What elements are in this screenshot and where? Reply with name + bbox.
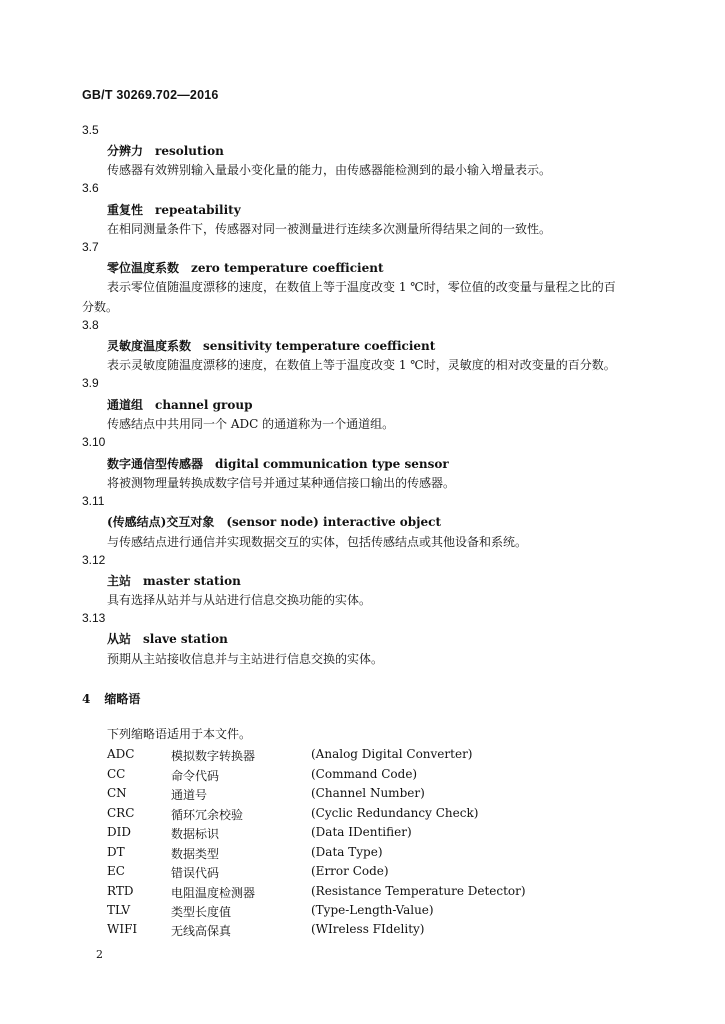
abbreviation-zh: 数据类型 [171,847,220,861]
abbreviation-zh: 数据标识 [171,827,220,841]
clause-number: 3.12 [82,553,106,567]
term-heading [107,455,449,472]
clause-number: 3.11 [82,494,105,508]
term-zh: 主站 [107,574,132,588]
term-heading [107,337,435,354]
term-zh: 通道组 [107,398,144,412]
section-heading [82,690,140,707]
abbreviation: RTD [107,884,134,898]
term-en: zero temperature coefficient [191,261,384,275]
term-heading [107,572,241,589]
term-zh: 数字通信型传感器 [107,457,204,471]
section-number: 4 [82,692,91,706]
term-heading [107,396,252,413]
abbreviation: TLV [107,903,131,917]
term-definition: 传感结点中共用同一个 ADC 的通道称为一个通道组。 [107,417,395,431]
term-definition: 在相同测量条件下，传感器对同一被测量进行连续多次测量所得结果之间的一致性。 [107,222,552,236]
term-zh: 分辨力 [107,144,144,158]
standard-number-header: GB/T 30269.702—2016 [82,88,219,102]
clause-number: 3.5 [82,123,99,137]
clause-number: 3.8 [82,318,99,332]
term-heading [107,513,441,530]
abbreviation-en: (Cyclic Redundancy Check) [311,806,479,820]
term-zh: 零位温度系数 [107,261,180,275]
abbreviation-zh: 错误代码 [171,866,220,880]
term-definition: 表示零位值随温度漂移的速度，在数值上等于温度改变 1 ℃时，零位值的改变量与量程之比的百 [107,280,616,294]
abbreviation: DT [107,845,125,859]
term-en: channel group [155,398,253,412]
abbreviation: CRC [107,806,135,820]
abbreviation-en: (WIreless FIdelity) [311,922,425,936]
term-definition: 表示灵敏度随温度漂移的速度，在数值上等于温度改变 1 ℃时，灵敏度的相对改变量的百分数。 [107,358,616,372]
term-definition-continued: 分数。 [82,300,119,314]
abbreviation-zh: 类型长度值 [171,905,232,919]
abbreviation: CN [107,786,127,800]
abbreviation: DID [107,825,131,839]
abbreviation: ADC [107,747,135,761]
clause-number: 3.10 [82,435,106,449]
term-zh: 重复性 [107,203,144,217]
abbreviation: WIFI [107,922,138,936]
term-definition: 将被测物理量转换成数字信号并通过某种通信接口输出的传感器。 [107,476,456,490]
abbreviation-en: (Resistance Temperature Detector) [311,884,526,898]
term-definition: 传感器有效辨别输入量最小变化量的能力，由传感器能检测到的最小输入增量表示。 [107,163,552,177]
abbreviation-en: (Data Type) [311,845,383,859]
page-number: 2 [96,948,103,961]
term-definition: 具有选择从站并与从站进行信息交换功能的实体。 [107,593,372,607]
abbreviation-en: (Channel Number) [311,786,425,800]
abbreviation: CC [107,767,126,781]
clause-number: 3.6 [82,181,99,195]
abbreviation-en: (Error Code) [311,864,389,878]
term-zh: 灵敏度温度系数 [107,339,192,353]
term-heading [107,259,384,276]
term-en: repeatability [155,203,241,217]
term-en: digital communication type sensor [215,457,449,471]
term-en: resolution [155,144,224,158]
term-heading [107,630,228,647]
term-en: sensitivity temperature coefficient [203,339,436,353]
abbreviation-zh: 通道号 [171,788,208,802]
term-definition: 预期从主站接收信息并与主站进行信息交换的实体。 [107,652,384,666]
term-heading [107,142,224,159]
abbreviation-zh: 电阻温度检测器 [171,886,256,900]
abbreviation-en: (Type-Length-Value) [311,903,434,917]
abbreviation-en: (Analog Digital Converter) [311,747,473,761]
abbreviation-zh: 无线高保真 [171,924,232,938]
abbreviation-en: (Command Code) [311,767,418,781]
term-en: (sensor node) interactive object [226,515,441,529]
abbreviation: EC [107,864,125,878]
term-zh: (传感结点)交互对象 [107,515,215,529]
term-zh: 从站 [107,632,132,646]
abbreviation-en: (Data IDentifier) [311,825,412,839]
clause-number: 3.13 [82,611,106,625]
abbreviation-zh: 模拟数字转换器 [171,749,256,763]
term-heading [107,201,241,218]
term-definition: 与传感结点进行通信并实现数据交互的实体，包括传感结点或其他设备和系统。 [107,535,528,549]
term-en: slave station [143,632,228,646]
abbreviations-intro: 下列缩略语适用于本文件。 [107,727,252,741]
abbreviation-zh: 命令代码 [171,769,220,783]
abbreviation-zh: 循环冗余校验 [171,808,244,822]
term-en: master station [143,574,241,588]
clause-number: 3.7 [82,240,99,254]
clause-number: 3.9 [82,376,99,390]
section-title-text: 缩略语 [104,692,141,706]
